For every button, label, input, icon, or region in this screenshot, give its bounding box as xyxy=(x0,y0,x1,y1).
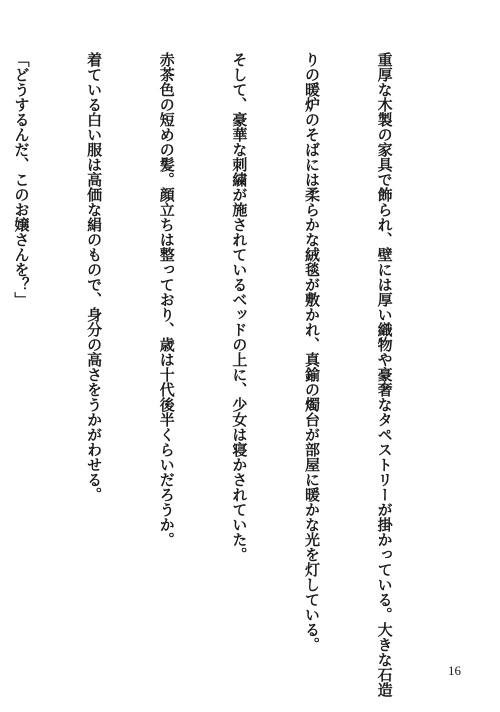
text-line: 赤茶色の短めの髪。顔立ちは整っており、歳は十代後半くらいだろうか。 xyxy=(157,52,176,547)
text-line: 重厚な木製の家具で飾られ、壁には厚い織物や豪奢なタペストリーが掛かっている。大きな石造 xyxy=(375,52,394,697)
text-line: 着ている白い服は高価な絹のもので、身分の高さをうかがわせる。 xyxy=(85,52,104,502)
text-line: りの暖炉のそばには柔らかな絨毯が敷かれ、真鍮の燭台が部屋に暖かな光を灯している。 xyxy=(302,52,321,652)
vertical-text-body xyxy=(12,52,445,697)
text-line: そして、豪華な刺繍が施されているベッドの上に、少女は寝かされていた。 xyxy=(230,52,249,562)
page-number: 16 xyxy=(448,663,461,678)
text-line: 「どうするんだ、このお嬢さんを？」 xyxy=(12,52,31,307)
